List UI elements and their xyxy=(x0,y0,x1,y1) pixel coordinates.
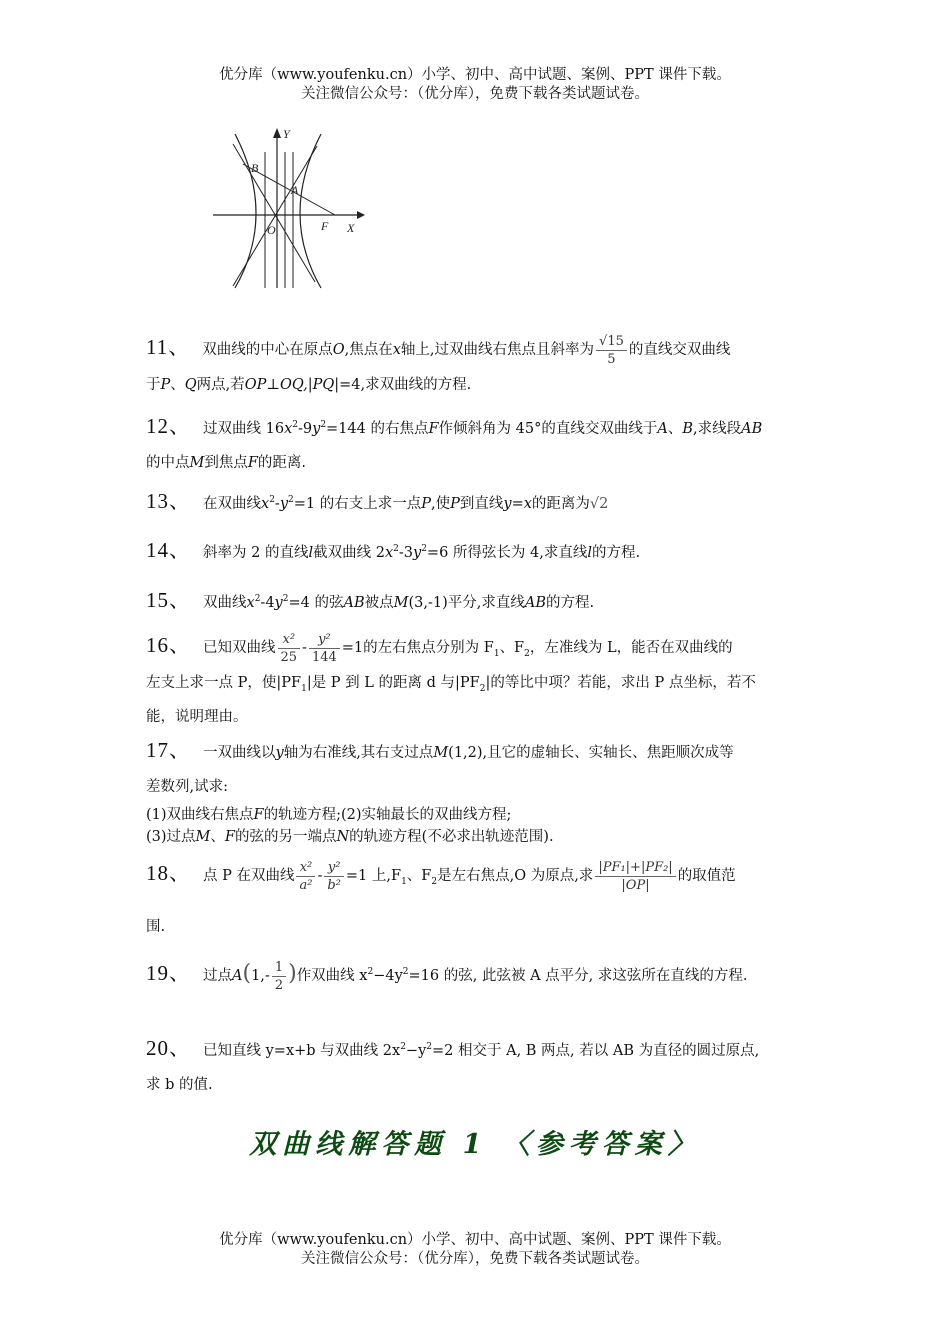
text: 求 b 的值. xyxy=(146,1077,213,1093)
math: P xyxy=(450,496,460,512)
math: AB xyxy=(524,595,546,611)
hyperbola-figure xyxy=(205,122,365,292)
sqrt-two: √2 xyxy=(589,496,609,512)
math: F xyxy=(253,807,264,823)
text: 作倾斜角为 45°的直线交双曲线于 xyxy=(438,421,658,437)
math: M xyxy=(189,455,205,471)
math: F xyxy=(247,455,258,471)
problem-16: 16、 已知双曲线 $\frac{\text{x²}}{25}$ - $\frac{\text{y²}}{144}$ =1的左右焦点分别为 $F_1$、$F_2$，左准线为 L，能否在双曲线的 左支上求一点 P，使$|PF_1|$是 P 到 L 的距离 d 与$|PF_2|$的等比中项？若能，求出 P 点坐标，若不 能，说明理由。 xyxy=(146,631,756,725)
text: 的距离为 xyxy=(531,496,590,512)
text: 在双曲线 xyxy=(203,496,261,512)
math: A xyxy=(657,421,668,437)
text: 于 xyxy=(146,376,161,393)
text: 的方程. xyxy=(592,545,641,561)
paren-open: ( xyxy=(242,961,252,986)
text: =4,求双曲线的方程. xyxy=(339,376,472,393)
text: 两点,若 xyxy=(196,376,245,393)
math: A xyxy=(232,968,243,984)
text: |的等比中项？若能，求出 P 点坐标，若不 xyxy=(485,674,756,691)
text: 斜率为 2 的直线 xyxy=(203,545,309,561)
section-title: 双曲线解答题 1 〈参考答案〉 xyxy=(249,1129,701,1160)
text: 作双曲线 x xyxy=(296,968,368,984)
footer-line-2: 关注微信公众号：（优分库），免费下载各类试题试卷。 xyxy=(301,1251,649,1267)
x-axis-arrow xyxy=(357,211,365,219)
text: 的弦的另一端点 xyxy=(234,829,337,845)
text: 到直线 xyxy=(459,496,504,512)
math: N xyxy=(336,829,350,845)
problem-number: 13、 xyxy=(146,489,191,513)
paren-close: ) xyxy=(288,961,297,986)
header-line-1: 优分库（www.youfenku.cn）小学、初中、高中试题、案例、PPT 课件下载。 xyxy=(219,67,731,83)
text: -9 xyxy=(297,421,313,437)
text: 是左右焦点,O 为原点,求 xyxy=(437,868,594,884)
text: 到焦点 xyxy=(204,455,248,471)
text: 过点 xyxy=(203,968,232,984)
text: 左支上求一点 P，使|PF xyxy=(146,674,302,691)
numerator: y² xyxy=(324,859,344,877)
problem-13: 13、 在双曲线$x^2-y^2=1$ 的右支上求一点P,使P到直线y=x的距离为√2 xyxy=(146,489,609,513)
text: 轴上,过双曲线右焦点且斜率为 xyxy=(400,342,595,358)
text: 的中点 xyxy=(146,455,190,471)
math: M xyxy=(195,829,211,845)
problem-12: 12、 过双曲线 $16x^2-9y^2=144$ 的右焦点F作倾斜角为 45°的直线交双曲线于A、B,求线段AB 的中点M到焦点F的距离. xyxy=(146,414,763,471)
math: OP⊥OQ, xyxy=(244,376,308,393)
fraction xyxy=(272,959,286,994)
fraction xyxy=(595,859,675,894)
text: =144 的右焦点 xyxy=(326,421,429,437)
minus: - xyxy=(317,868,323,884)
text: 、 xyxy=(667,421,683,437)
text: - xyxy=(274,496,280,512)
math: Q xyxy=(184,376,197,393)
denominator: 144 xyxy=(311,649,337,665)
math: F xyxy=(428,421,439,437)
math: O xyxy=(332,342,345,358)
text: 双曲线的中心在原点 xyxy=(202,342,333,358)
text: =16 的弦, 此弦被 A 点平分, 求这弦所在直线的方程. xyxy=(408,968,748,984)
text: 点 P 在双曲线 xyxy=(203,868,295,884)
text: 的直线交双曲线 xyxy=(628,342,731,358)
math: M xyxy=(393,595,409,611)
text: −4y xyxy=(373,968,403,984)
math: y xyxy=(412,545,422,561)
text: 围. xyxy=(146,918,166,935)
text: ，左准线为 L，能否在双曲线的 xyxy=(529,640,733,656)
math: AB xyxy=(343,595,365,611)
text: 已知双曲线 xyxy=(203,640,276,656)
math: |PQ| xyxy=(307,376,340,393)
text: =4 的弦 xyxy=(288,595,344,611)
math: P xyxy=(160,376,171,393)
text: ,焦点在 xyxy=(344,342,393,358)
fraction xyxy=(309,631,340,666)
numerator: |PF₁|+|PF₂| xyxy=(595,859,675,877)
text: 的距离. xyxy=(257,455,307,471)
text: 被点 xyxy=(364,595,394,611)
math: AB xyxy=(741,421,763,437)
text: -4 xyxy=(260,595,275,611)
text: (3)过点 xyxy=(146,829,196,845)
math: l xyxy=(308,545,314,561)
denominator: |OP| xyxy=(621,877,650,893)
math: x xyxy=(392,342,401,358)
text: 、 xyxy=(210,829,225,845)
point-b-label: B xyxy=(251,161,259,175)
math: x xyxy=(261,496,270,512)
text: =1 的右支上求一点 xyxy=(293,496,422,512)
text: 能，说明理由。 xyxy=(146,708,248,725)
problem-19: 19、 过点A(1,- $\frac{1}{2}$ )作双曲线 $x^2-4y^2=16$ 的弦, 此弦被 A 点平分, 求这弦所在直线的方程. xyxy=(146,959,748,993)
math: y xyxy=(279,496,289,512)
problem-number: 17、 xyxy=(146,738,191,762)
fraction xyxy=(278,631,301,666)
text: 的轨迹方程(不必求出轨迹范围). xyxy=(349,829,554,845)
asymptote-1 xyxy=(233,144,315,282)
math: x xyxy=(246,595,255,611)
math: y xyxy=(312,421,321,437)
fraction xyxy=(296,859,315,894)
point-a-label: A xyxy=(291,183,299,197)
text: −y xyxy=(405,1043,427,1059)
numerator: 1 xyxy=(272,959,286,977)
math: M xyxy=(433,745,449,761)
problem-number: 16、 xyxy=(146,633,191,657)
problem-17-line-2 xyxy=(146,826,810,848)
numerator: y² xyxy=(309,631,340,649)
problem-number: 20、 xyxy=(146,1036,191,1060)
problem-number: 11、 xyxy=(146,335,191,359)
text: |是 P 到 L 的距离 d 与|PF xyxy=(306,674,480,691)
problem-17 xyxy=(146,733,810,848)
problem-number: 12、 xyxy=(146,414,191,438)
y-axis-label: Y xyxy=(283,127,290,141)
page-footer xyxy=(0,1231,950,1269)
y-axis-arrow xyxy=(273,128,281,138)
denominator: 2 xyxy=(274,977,284,993)
text: 的轨迹方程;(2)实轴最长的双曲线方程; xyxy=(263,807,512,823)
problem-15: 15、 双曲线$x^2-4y^2=4$ 的弦AB被点M(3,-1)平分,求直线AB的方程. xyxy=(146,588,595,612)
text: 双曲线 xyxy=(203,595,247,611)
header-line-2: 关注微信公众号：（优分库），免费下载各类试题试卷。 xyxy=(301,86,649,102)
text: =2 相交于 A, B 两点, 若以 AB 为直径的圆过原点, xyxy=(432,1043,760,1059)
text: 过双曲线 16 xyxy=(203,421,285,437)
math: F xyxy=(224,829,235,845)
text: 、F xyxy=(406,868,432,884)
text: ,使 xyxy=(431,496,451,512)
text: 截双曲线 2 xyxy=(313,545,385,561)
math: P xyxy=(421,496,432,512)
math: l xyxy=(587,545,592,561)
math: y xyxy=(274,595,283,611)
problem-14: 14、 斜率为 2 的直线l截双曲线 $2x^2-3y^2=6$ 所得弦长为 4,求直线l的方程. xyxy=(146,538,641,562)
numerator: √15 xyxy=(596,333,627,351)
text: (1)双曲线右焦点 xyxy=(146,807,254,823)
denominator: 25 xyxy=(280,649,298,665)
math: x xyxy=(384,545,394,561)
problem-18: 18、 点 P 在双曲线 $\frac{\text{x²}}{\text{a²}}$ - $\frac{\text{y²}}{\text{b²}}$ =1 上$,F_1$、$F_2$是左右焦点,O 为原点,求 $\frac{\text{|PF₁|+|PF₂|}}{|OP|}$ 的取值范 围. xyxy=(146,856,810,944)
text: =1的左右焦点分别为 F xyxy=(341,640,494,656)
text: =1 上,F xyxy=(345,868,402,884)
page-header xyxy=(0,66,950,104)
text: 、F xyxy=(499,640,525,656)
denominator: 5 xyxy=(607,351,616,367)
fraction xyxy=(596,333,627,368)
math: y=x xyxy=(503,496,532,512)
text: ,求线段 xyxy=(693,421,742,437)
math: x xyxy=(284,421,293,437)
numerator: x² xyxy=(296,859,315,877)
text: 轴为右准线,其右支过点 xyxy=(283,745,434,761)
text: 、 xyxy=(170,376,185,393)
math: y xyxy=(275,745,284,761)
minus: - xyxy=(302,640,307,656)
denominator: a² xyxy=(299,877,313,893)
problem-number: 18、 xyxy=(146,861,191,885)
text: 已知直线 y=x+b 与双曲线 2x xyxy=(203,1043,401,1059)
point-o-label: O xyxy=(267,223,276,237)
denominator: b² xyxy=(327,877,341,893)
fraction xyxy=(324,859,344,894)
text: 一双曲线以 xyxy=(203,745,276,761)
math: B xyxy=(682,421,693,437)
problem-number: 14、 xyxy=(146,538,191,562)
footer-line-1: 优分库（www.youfenku.cn）小学、初中、高中试题、案例、PPT 课件下载。 xyxy=(219,1232,731,1248)
problem-number: 15、 xyxy=(146,588,191,612)
text: -3 xyxy=(398,545,413,561)
text: 1,- xyxy=(251,968,270,984)
point-f-label: F xyxy=(321,219,329,233)
problem-17-line-1 xyxy=(146,804,810,826)
text: (1,2),且它的虚轴长、实轴长、焦距顺次成等 xyxy=(448,745,734,761)
numerator: x² xyxy=(278,631,301,649)
text: =6 所得弦长为 4,求直线 xyxy=(426,545,588,561)
problem-20: 20、 已知直线 y=x+b 与双曲线 $2x^2-y^2=2$ 相交于 A, B 两点, 若以 AB 为直径的圆过原点, 求 b 的值. xyxy=(146,1036,760,1093)
text: (3,-1)平分,求直线 xyxy=(408,595,525,611)
text: 的方程. xyxy=(546,595,595,611)
x-axis-label: X xyxy=(347,221,355,235)
problem-number: 19、 xyxy=(146,961,191,985)
text: 差数列,试求: xyxy=(146,779,228,795)
problem-11 xyxy=(146,330,810,402)
text: 的取值范 xyxy=(677,868,736,884)
